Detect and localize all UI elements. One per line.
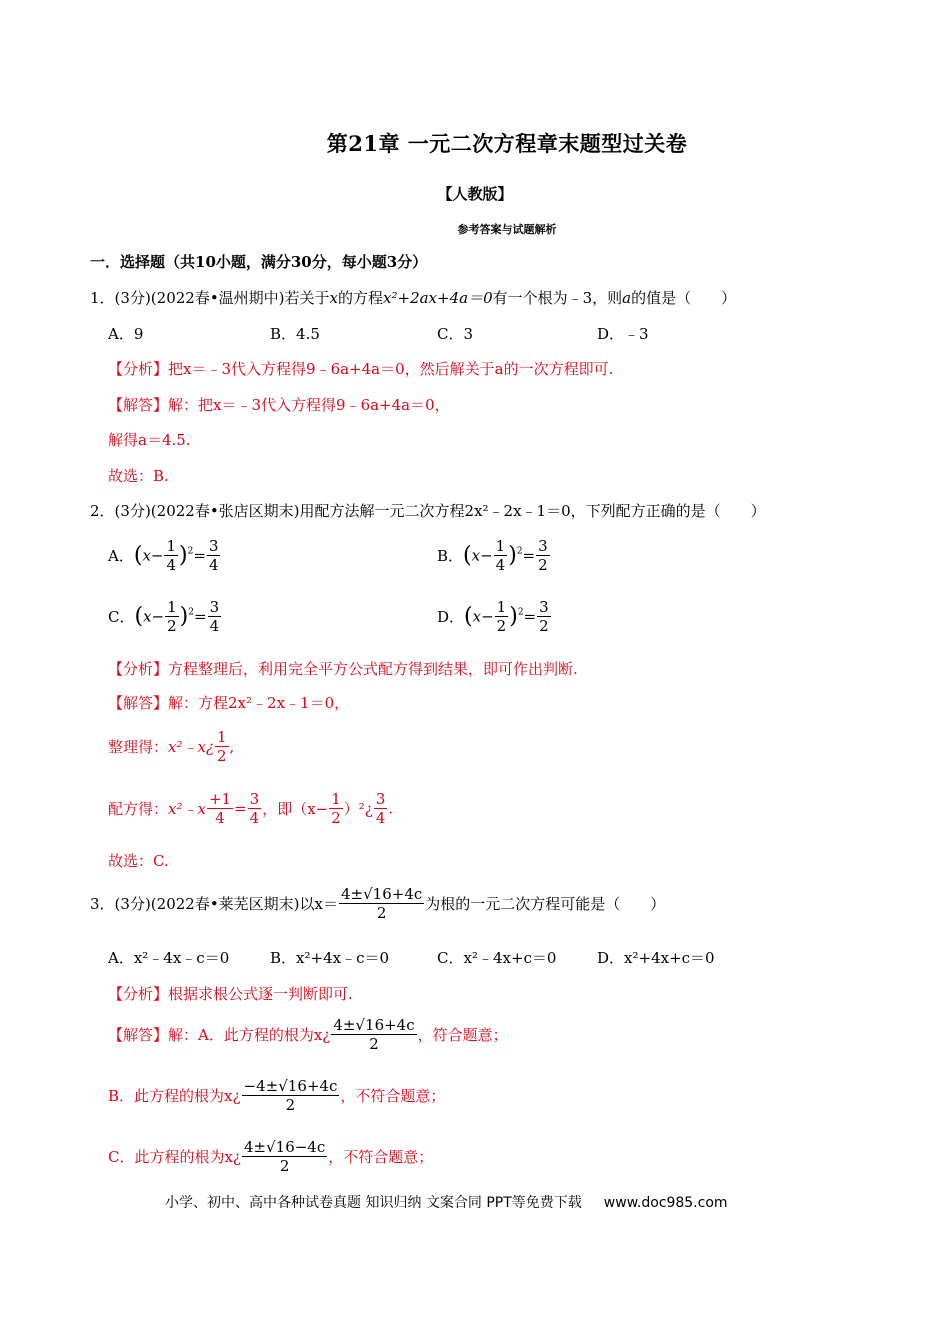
equals: = [522,546,536,565]
question-score: (3分) [114,502,151,520]
denominator: 2 [496,617,507,635]
analysis-tag: 【分析】 [108,985,169,1003]
fraction [207,537,221,574]
denominator: 4 [215,809,225,827]
numerator: 4±√16+4c [341,885,423,903]
step-text: ，即（x− [262,800,329,818]
page-title: 第21章 一元二次方程章末题型过关卷 [326,131,688,156]
q2-option-a [108,537,221,574]
minus: − [480,546,493,565]
answer-text: C．此方程的根为x¿ [108,1148,241,1166]
var: x [472,607,482,626]
analysis-text: 根据求根公式逐一判断即可. [168,985,353,1003]
q1-option-b: B．4.5 [270,325,320,343]
q2-step2 [108,790,393,827]
q3-analysis [108,983,353,1004]
stem-equation: x²+2ax+4a＝0 [383,289,493,307]
numerator: 1 [217,728,227,746]
left-paren: ( [463,543,472,568]
denominator: 4 [495,556,506,574]
equals: = [193,546,206,565]
step-label: 整理得： [108,738,169,756]
numerator: 1 [496,598,507,616]
fraction [494,537,508,574]
answer-text: 解：A．此方程的根为x¿ [168,1026,331,1044]
denominator: 2 [376,904,387,922]
question-source: (2022春•张店区期末) [150,502,300,520]
stem-text: 的值是（ ） [631,289,737,307]
exponent: 2 [517,607,524,618]
option-label: B． [437,547,464,565]
fraction [242,1138,327,1175]
option-label: C． [108,608,135,626]
question-3-stem [90,885,665,922]
stem-text: 为根的一元二次方程可能是（ ） [425,895,666,913]
numerator: +1 [208,790,232,808]
fraction [374,790,388,827]
question-number: 2． [90,502,115,520]
analysis-tag: 【分析】 [108,360,169,378]
q2-step1 [108,728,234,765]
denominator: 2 [167,617,177,635]
question-1-stem [90,287,736,308]
step-expr: x²﹣x¿ [168,738,214,756]
answer-tag: 【解答】 [108,396,169,414]
right-paren: ) [509,604,518,629]
answer-tag: 【解答】 [108,1026,169,1044]
page-footer [165,1192,728,1212]
numerator: 1 [166,537,177,555]
equals: = [234,799,247,818]
fraction [215,728,229,765]
q1-answer [108,394,450,415]
minus: − [481,607,494,626]
numerator: 1 [167,598,177,616]
right-paren: ) [179,604,189,629]
denominator: 4 [208,556,219,574]
q3-option-a: A．x²﹣4x﹣c＝0 [108,949,230,967]
fraction [537,598,551,635]
answer-text: 解：方程2x²﹣2x﹣1＝0， [168,694,350,712]
denominator: 2 [285,1096,296,1114]
answer-tag: 【解答】 [108,694,169,712]
right-paren: ) [508,543,517,568]
minus: − [151,607,165,626]
punct: , [229,737,235,756]
stem-var: x [329,289,339,307]
denominator: 4 [209,617,220,635]
numerator: 3 [538,537,548,555]
denominator: 4 [375,809,386,827]
q3-answer-c [108,1138,433,1175]
answer-text: ，不符合题意； [340,1087,446,1105]
stem-var: a [622,289,632,307]
left-paren: ( [134,604,144,629]
right-paren: ) [179,543,188,568]
left-paren: ( [133,543,143,568]
footer-text: 小学、初中、高中各种试卷真题 知识归纳 文案合同 PPT等免费下载 [165,1195,582,1211]
numerator: 1 [331,790,341,808]
denominator: 2 [217,747,227,765]
q2-option-b [437,537,551,574]
stem-text: 若关于 [284,289,330,307]
fraction [495,598,509,635]
question-source: (2022春•温州期中) [150,289,285,307]
exponent: 2 [187,546,194,557]
q2-option-c [108,598,222,635]
footer-site-link[interactable]: www.doc985.com [603,1195,728,1211]
question-number: 1． [90,289,115,307]
analysis-text: 把x＝﹣3代入方程得9﹣6a+4a＝0，然后解关于a的一次方程即可. [168,360,614,378]
stem-text: 用配方法解一元二次方程2x²﹣2x﹣1＝0，下列配方正确的是（ ） [299,502,766,520]
step-label: 配方得： [108,800,169,818]
exponent: 2 [188,607,194,618]
exponent: 2 [516,546,523,557]
option-label: A． [108,547,134,565]
denominator: 2 [331,809,341,827]
stem-text: 的方程 [338,289,384,307]
numerator: 4±√16−4c [243,1138,326,1156]
question-score: (3分) [114,895,151,913]
fraction [248,790,262,827]
fraction [207,790,233,827]
question-score: (3分) [114,289,151,307]
numerator: 4±√16+4c [333,1016,415,1034]
numerator: 3 [209,598,220,616]
q3-answer-b [108,1077,445,1114]
numerator: 3 [249,790,260,808]
fraction [536,537,550,574]
question-source: (2022春•莱芜区期末) [150,895,300,913]
var: x [471,546,481,565]
var: x [142,546,151,565]
numerator: −4±√16+4c [243,1077,338,1095]
numerator: 3 [375,790,386,808]
fraction [242,1077,340,1114]
q2-option-d [437,598,552,635]
fraction [165,598,179,635]
fraction [208,598,222,635]
step-expr: x²﹣x [168,800,206,818]
stem-text: 以x＝ [299,895,338,913]
answer-text: ，不符合题意； [328,1148,434,1166]
q1-option-d: D．﹣3 [597,325,649,343]
q1-option-a: A．9 [108,325,144,343]
denominator: 4 [166,556,177,574]
denominator: 4 [249,809,260,827]
numerator: 1 [495,537,506,555]
q2-analysis [108,658,578,679]
equals: = [194,607,207,626]
stem-text: 有一个根为﹣3，则 [492,289,623,307]
q2-answer [108,692,349,713]
fraction [164,537,178,574]
question-2-stem [90,500,766,521]
q1-choice: 故选：B. [108,467,169,485]
question-number: 3． [90,895,115,913]
denominator: 2 [369,1035,379,1053]
denominator: 2 [279,1157,290,1175]
left-paren: ( [464,604,473,629]
q3-option-b: B．x²+4x﹣c＝0 [270,949,390,967]
step-text: ）²¿ [343,800,373,818]
q3-option-d: D．x²+4x+c＝0 [597,949,715,967]
fraction [329,790,343,827]
numerator: 3 [539,598,549,616]
edition-label: 【人教版】 [437,185,513,203]
q3-option-c: C．x²﹣4x+c＝0 [437,949,557,967]
q1-option-c: C．3 [437,325,474,343]
numerator: 3 [208,537,219,555]
option-label: D． [437,608,465,626]
q3-answer-a [108,1016,508,1053]
answer-text: ，符合题意； [417,1026,508,1044]
fraction [339,885,424,922]
q2-choice: 故选：C. [108,852,169,870]
analysis-tag: 【分析】 [108,660,169,678]
denominator: 2 [539,617,549,635]
section-heading: 一．选择题（共10小题，满分30分，每小题3分） [90,253,428,271]
q1-solve: 解得a＝4.5. [108,431,191,449]
punct: . [388,799,394,818]
answer-text: 解：把x＝﹣3代入方程得9﹣6a+4a＝0， [168,396,450,414]
analysis-text: 方程整理后，利用完全平方公式配方得到结果，即可作出判断. [168,660,578,678]
answer-text: B．此方程的根为x¿ [108,1087,241,1105]
fraction [331,1016,416,1053]
equals: = [523,607,537,626]
subtitle: 参考答案与试题解析 [457,223,557,236]
q1-analysis [108,358,613,379]
denominator: 2 [538,556,548,574]
var: x [143,607,152,626]
minus: − [150,546,164,565]
